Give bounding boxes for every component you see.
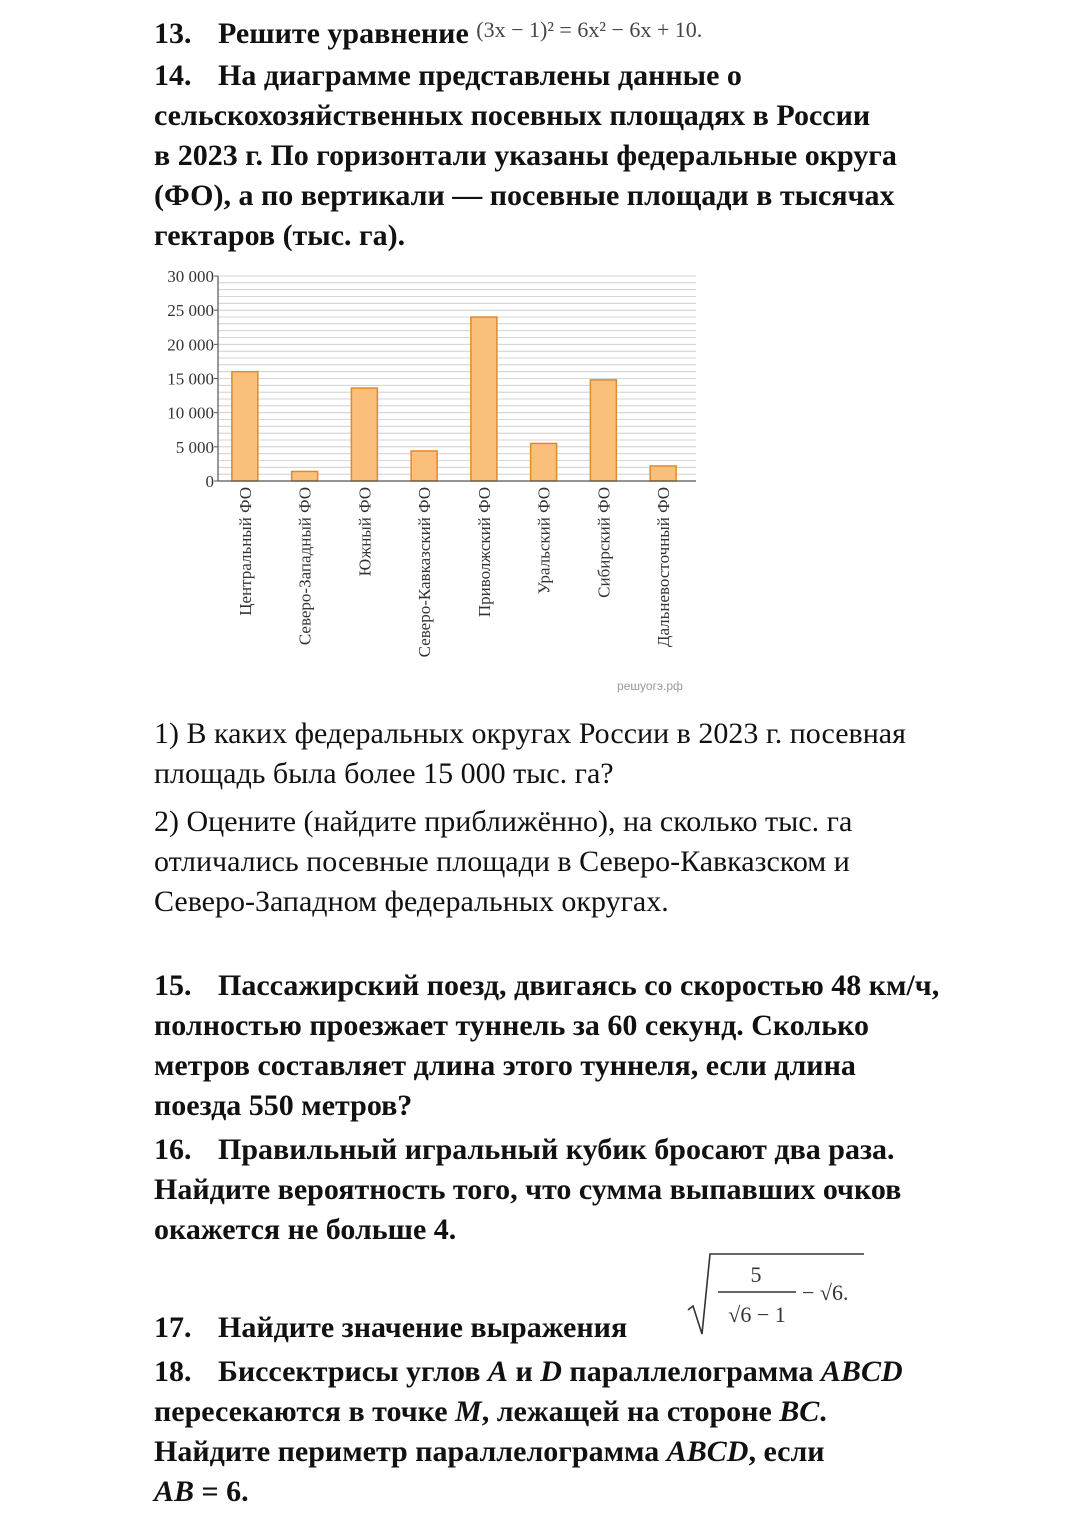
problem-15-line-3: метров составляет длина этого туннеля, если длина	[154, 1049, 856, 1082]
t18-1e: параллелограмма	[561, 1355, 821, 1388]
problem-14-line-5: гектаров (тыс. га).	[154, 219, 406, 252]
problem-18-line-3	[154, 1432, 1054, 1472]
question-1-line-2: площадь была более 15 000 тыс. га?	[154, 757, 614, 790]
problem-15-text-1: Пассажирский поезд, двигаясь со скоростью 48 км/ч,	[218, 969, 940, 1002]
chart-grid	[218, 276, 696, 474]
t18-2c: , лежащей на стороне	[481, 1395, 780, 1428]
problem-13-number: 13.	[154, 17, 192, 50]
chart-x-tick-labels	[236, 487, 673, 657]
chart-watermark: решуогэ.рф	[617, 679, 683, 693]
problem-16-line-3: окажется не больше 4.	[154, 1213, 457, 1246]
y-tick-label: 20 000	[167, 335, 214, 355]
bar	[471, 317, 497, 481]
problem-14	[154, 56, 1054, 256]
bar	[232, 372, 258, 481]
problem-14-question-1	[154, 714, 1054, 794]
t18-2a: пересекаются в точке	[154, 1395, 456, 1428]
x-tick-label: Северо-Западный ФО	[295, 487, 315, 646]
problem-13-equation: (3x − 1)² = 6x² − 6x + 10.	[476, 17, 703, 42]
problem-14-line-2: сельскохозяйственных посевных площадях в России	[154, 99, 871, 132]
bar-chart	[150, 262, 710, 702]
question-1-line-1: 1) В каких федеральных округах России в 2023 г. посевная	[154, 717, 906, 750]
x-tick-label: Сибирский ФО	[594, 487, 614, 598]
t18-2b: M	[455, 1395, 482, 1428]
problem-14-line-4: (ФО), а по вертикали — посевные площади в тысячах	[154, 179, 895, 212]
x-tick-label: Южный ФО	[355, 487, 375, 577]
y-tick-label: 5 000	[175, 437, 214, 457]
t18-2d: BC	[779, 1395, 820, 1428]
bar	[411, 451, 437, 481]
problem-15-number: 15.	[154, 969, 192, 1002]
problem-16-number: 16.	[154, 1133, 192, 1166]
problem-13-line	[154, 10, 1054, 54]
x-tick-label: Дальневосточный ФО	[654, 487, 674, 648]
t18-3b: ABCD	[666, 1435, 749, 1468]
bar	[351, 388, 377, 481]
problem-14-number: 14.	[154, 59, 192, 92]
x-tick-label: Приволжский ФО	[474, 487, 494, 618]
question-2-line-2: отличались посевные площади в Северо-Кавказском и	[154, 845, 850, 878]
problem-16-line-1	[154, 1130, 1054, 1170]
x-tick-label: Северо-Кавказский ФО	[415, 487, 435, 658]
x-tick-label: Центральный ФО	[235, 487, 255, 616]
t18-1b: A	[487, 1355, 508, 1388]
problem-14-line-1	[154, 56, 1054, 96]
y-tick-label: 15 000	[167, 369, 214, 389]
problem-16-line-2: Найдите вероятность того, что сумма выпавших очков	[154, 1173, 902, 1206]
t18-1c: и	[507, 1355, 541, 1388]
y-tick-label: 30 000	[167, 267, 214, 286]
problem-15	[154, 966, 1054, 1126]
problem-18	[154, 1352, 1054, 1512]
bar	[292, 471, 318, 481]
bar	[590, 380, 616, 481]
question-2-line-1: 2) Оцените (найдите приближённо), на сколько тыс. га	[154, 805, 853, 838]
problem-16-text-1: Правильный игральный кубик бросают два раза.	[218, 1133, 895, 1166]
problem-14-line-3: в 2023 г. По горизонтали указаны федеральные округа	[154, 139, 897, 172]
problem-15-line-2: полностью проезжает туннель за 60 секунд. Сколько	[154, 1009, 869, 1042]
y-tick-label: 0	[205, 472, 214, 491]
y-tick-label: 10 000	[167, 403, 214, 423]
problem-17	[154, 1308, 1054, 1348]
t18-2e: .	[819, 1395, 827, 1428]
bar	[650, 466, 676, 481]
t18-3a: Найдите периметр параллелограмма	[154, 1435, 667, 1468]
problem-16	[154, 1130, 1054, 1250]
t18-4a: AB	[154, 1475, 195, 1508]
x-tick-label: Уральский ФО	[534, 487, 554, 595]
fraction-numerator: 5	[750, 1262, 762, 1287]
problem-15-line-1	[154, 966, 1054, 1006]
t18-1a: Биссектрисы углов	[218, 1355, 488, 1388]
t18-3c: , если	[748, 1435, 825, 1468]
problem-18-number: 18.	[154, 1355, 192, 1388]
problem-13-text: Решите уравнение	[218, 17, 469, 50]
problem-18-line-2	[154, 1392, 1054, 1432]
problem-17-text: Найдите значение выражения	[218, 1311, 628, 1344]
y-tick-label: 25 000	[167, 301, 214, 321]
problem-13	[154, 10, 1054, 54]
problem-14-question-2	[154, 802, 1054, 922]
t18-1f: ABCD	[820, 1355, 903, 1388]
problem-17-number: 17.	[154, 1311, 192, 1344]
chart-y-tick-labels	[167, 267, 214, 491]
expression-tail: − √6.	[802, 1280, 849, 1305]
t18-1d: D	[540, 1355, 562, 1388]
question-2-line-3: Северо-Западном федеральных округах.	[154, 885, 669, 918]
problem-17-expression	[684, 1248, 884, 1340]
problem-18-line-1	[154, 1352, 1054, 1392]
fraction-denominator: √6 − 1	[728, 1302, 786, 1327]
problem-14-text-1: На диаграмме представлены данные о	[218, 59, 742, 92]
problem-15-line-4: поезда 550 метров?	[154, 1089, 413, 1122]
problem-17-line	[154, 1308, 1054, 1348]
t18-4b: = 6.	[194, 1475, 249, 1508]
problem-18-line-4	[154, 1472, 1054, 1512]
bar	[531, 443, 557, 481]
